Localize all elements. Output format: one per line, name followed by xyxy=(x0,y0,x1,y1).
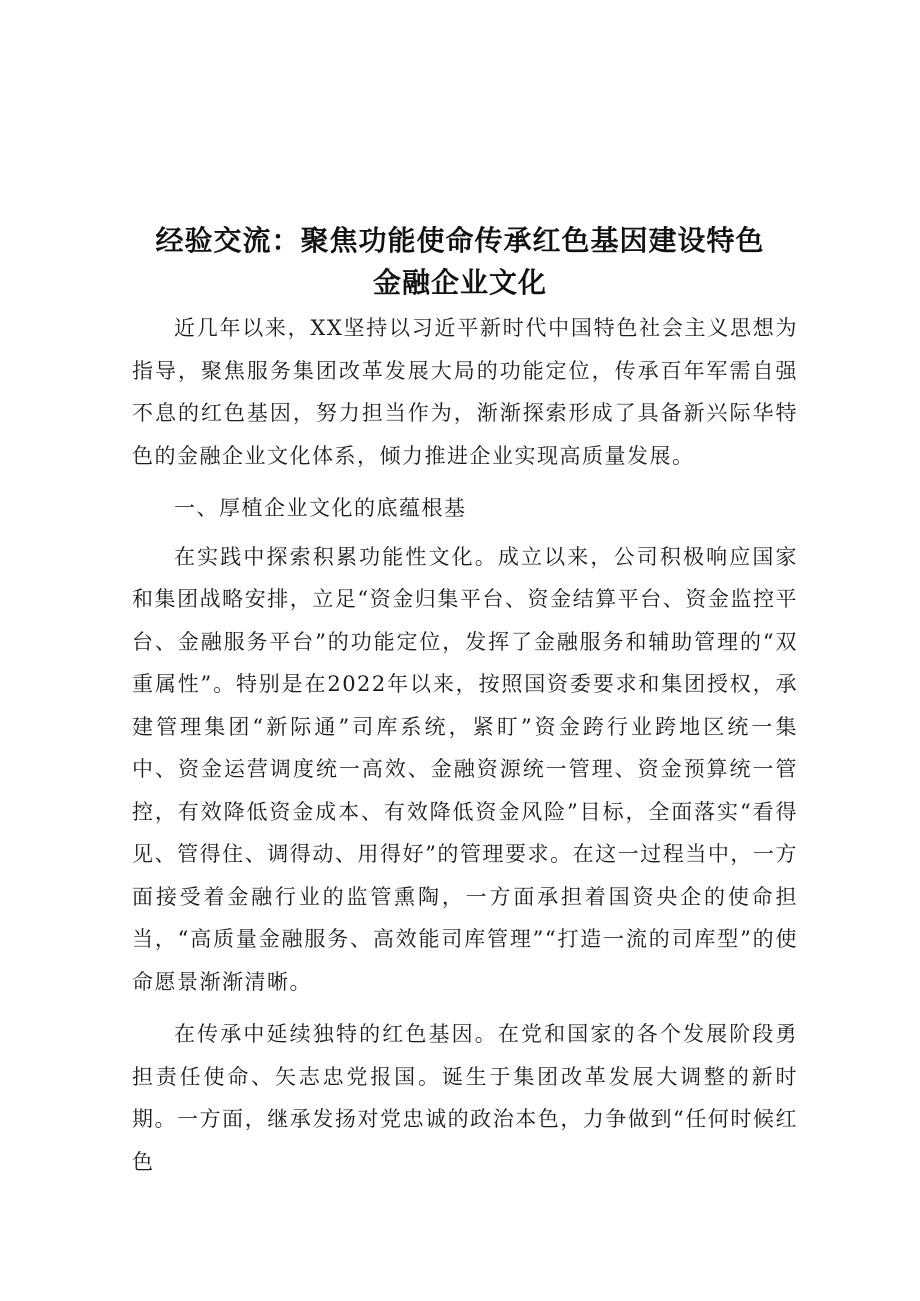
section-heading-1: 一、厚植企业文化的底蕴根基 xyxy=(174,496,467,520)
document-body xyxy=(132,307,798,1183)
document-title: 经验交流：聚焦功能使命传承红色基因建设特色金融企业文化 xyxy=(155,224,765,299)
intro-paragraph: 近几年以来，XX坚持以习近平新时代中国特色社会主义思想为指导，聚焦服务集团改革发展大局的功能定位，传承百年军需自强不息的红色基因，努力担当作为，渐渐探索形成了具备新兴际华特色的金融企业文化体系，倾力推进企业实现高质量发展。 xyxy=(132,316,798,468)
body-paragraph-red-gene: 在传承中延续独特的红色基因。在党和国家的各个发展阶段勇担责任使命、矢志忠党报国。诞生于集团改革发展大调整的新时期。一方面，继承发扬对党忠诚的政治本色，力争做到“任何时候红色 xyxy=(132,1022,798,1174)
body-paragraph-functional-culture: 在实践中探索积累功能性文化。成立以来，公司积极响应国家和集团战略安排，立足“资金归集平台、资金结算平台、资金监控平台、金融服务平台”的功能定位，发挥了金融服务和辅助管理的“双重属性”。特别是在2022年以来，按照国资委要求和集团授权，承建管理集团“新际通”司库系统，紧盯”资金跨行业跨地区统一集中、资金运营调度统一高效、金融资源统一管理、资金预算统一管控，有效降低资金成本、有效降低资金风险”目标，全面落实“看得见、管得住、调得动、用得好”的管理要求。在这一过程当中，一方面接受着金融行业的监管熏陶，一方面承担着国资央企的使命担当，“高质量金融服务、高效能司库管理”“打造一流的司库型”的使命愿景渐渐清晰。 xyxy=(132,544,798,994)
